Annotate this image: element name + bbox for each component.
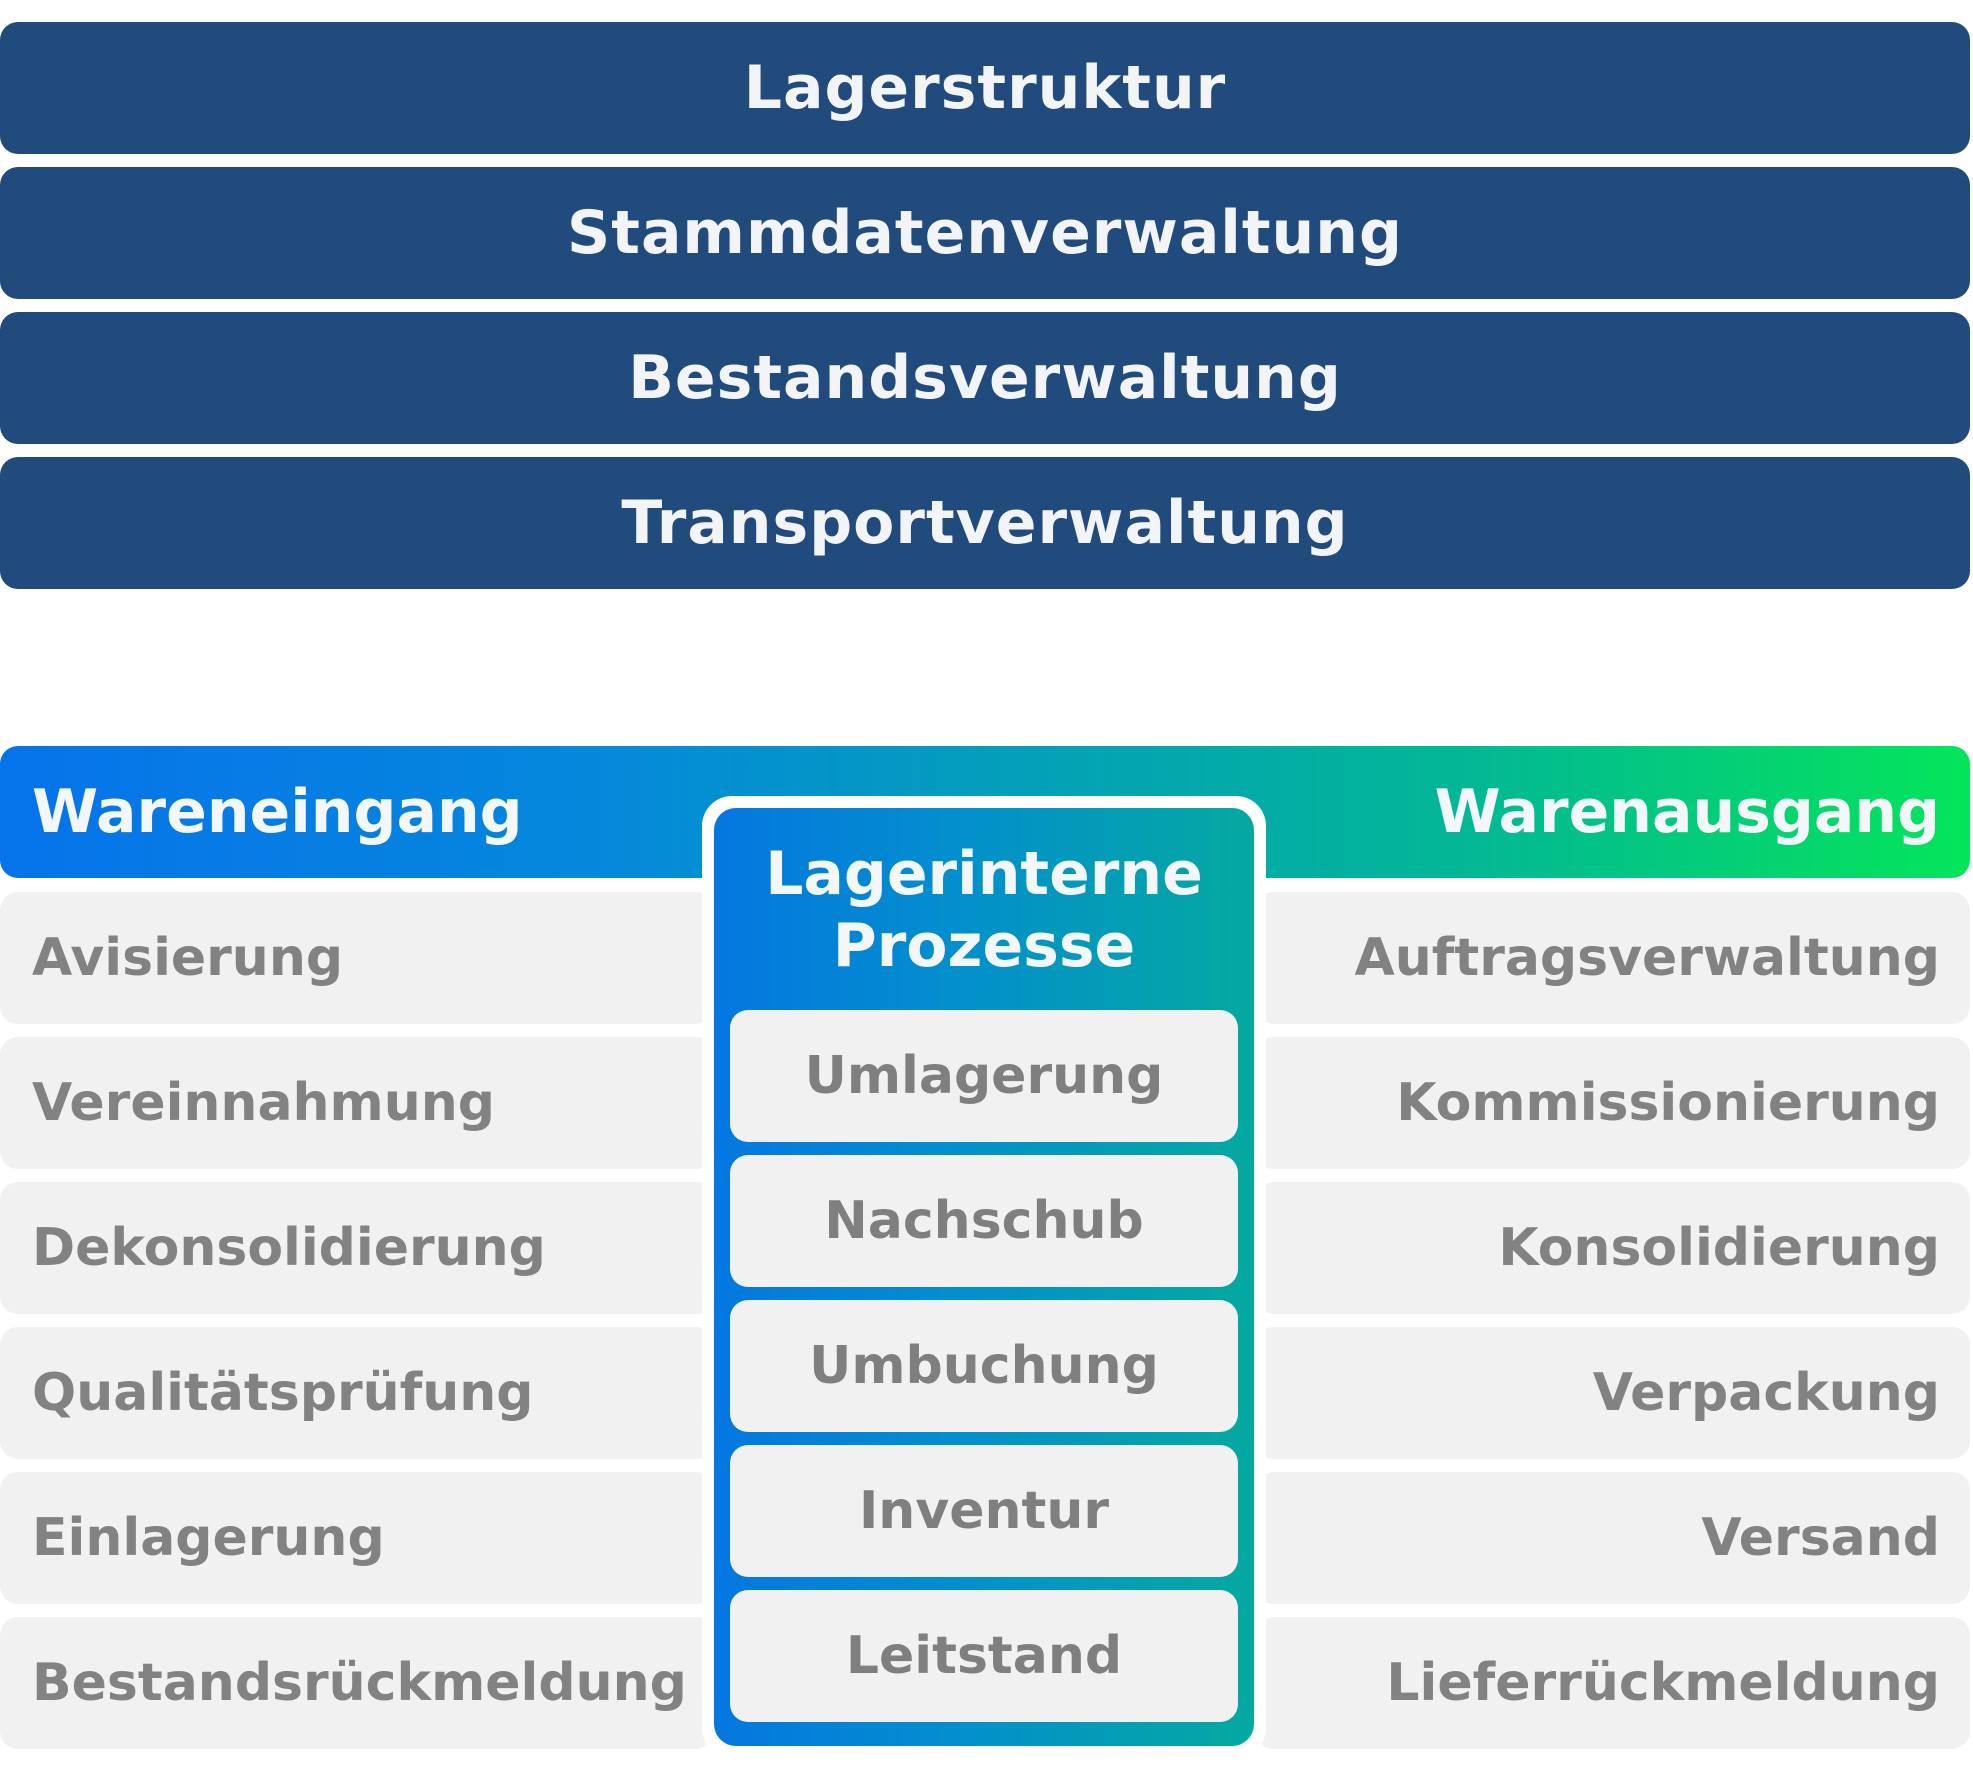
internal-title-line1: Lagerinterne	[765, 839, 1203, 909]
outbound-item-kommissionierung: Kommissionierung	[1256, 1037, 1970, 1169]
inbound-title: Wareneingang	[32, 777, 523, 847]
outbound-title: Warenausgang	[1434, 777, 1940, 847]
internal-item-nachschub: Nachschub	[730, 1155, 1238, 1287]
inbound-item-bestandsrueckmeldung: Bestandsrückmeldung	[0, 1617, 714, 1749]
internal-title-line2: Prozesse	[832, 911, 1136, 981]
outbound-item-versand: Versand	[1256, 1472, 1970, 1604]
internal-item-umbuchung: Umbuchung	[730, 1300, 1238, 1432]
layer-bar-transportverwaltung: Transportverwaltung	[0, 457, 1970, 589]
internal-processes-box	[714, 808, 1254, 1746]
internal-item-inventur: Inventur	[730, 1445, 1238, 1577]
inbound-item-vereinnahmung: Vereinnahmung	[0, 1037, 714, 1169]
inbound-item-qualitaetspruefung: Qualitätsprüfung	[0, 1327, 714, 1459]
outbound-item-auftragsverwaltung: Auftragsverwaltung	[1256, 892, 1970, 1024]
internal-item-umlagerung: Umlagerung	[730, 1010, 1238, 1142]
internal-item-leitstand: Leitstand	[730, 1590, 1238, 1722]
layer-bar-lagerstruktur: Lagerstruktur	[0, 22, 1970, 154]
outbound-item-verpackung: Verpackung	[1256, 1327, 1970, 1459]
inbound-item-dekonsolidierung: Dekonsolidierung	[0, 1182, 714, 1314]
layer-bar-bestandsverwaltung: Bestandsverwaltung	[0, 312, 1970, 444]
internal-processes-title	[714, 838, 1254, 982]
inbound-item-einlagerung: Einlagerung	[0, 1472, 714, 1604]
inbound-item-avisierung: Avisierung	[0, 892, 714, 1024]
outbound-item-lieferrueckmeldung: Lieferrückmeldung	[1256, 1617, 1970, 1749]
internal-processes-frame	[702, 796, 1266, 1758]
layer-bar-stammdatenverwaltung: Stammdatenverwaltung	[0, 167, 1970, 299]
outbound-item-konsolidierung: Konsolidierung	[1256, 1182, 1970, 1314]
